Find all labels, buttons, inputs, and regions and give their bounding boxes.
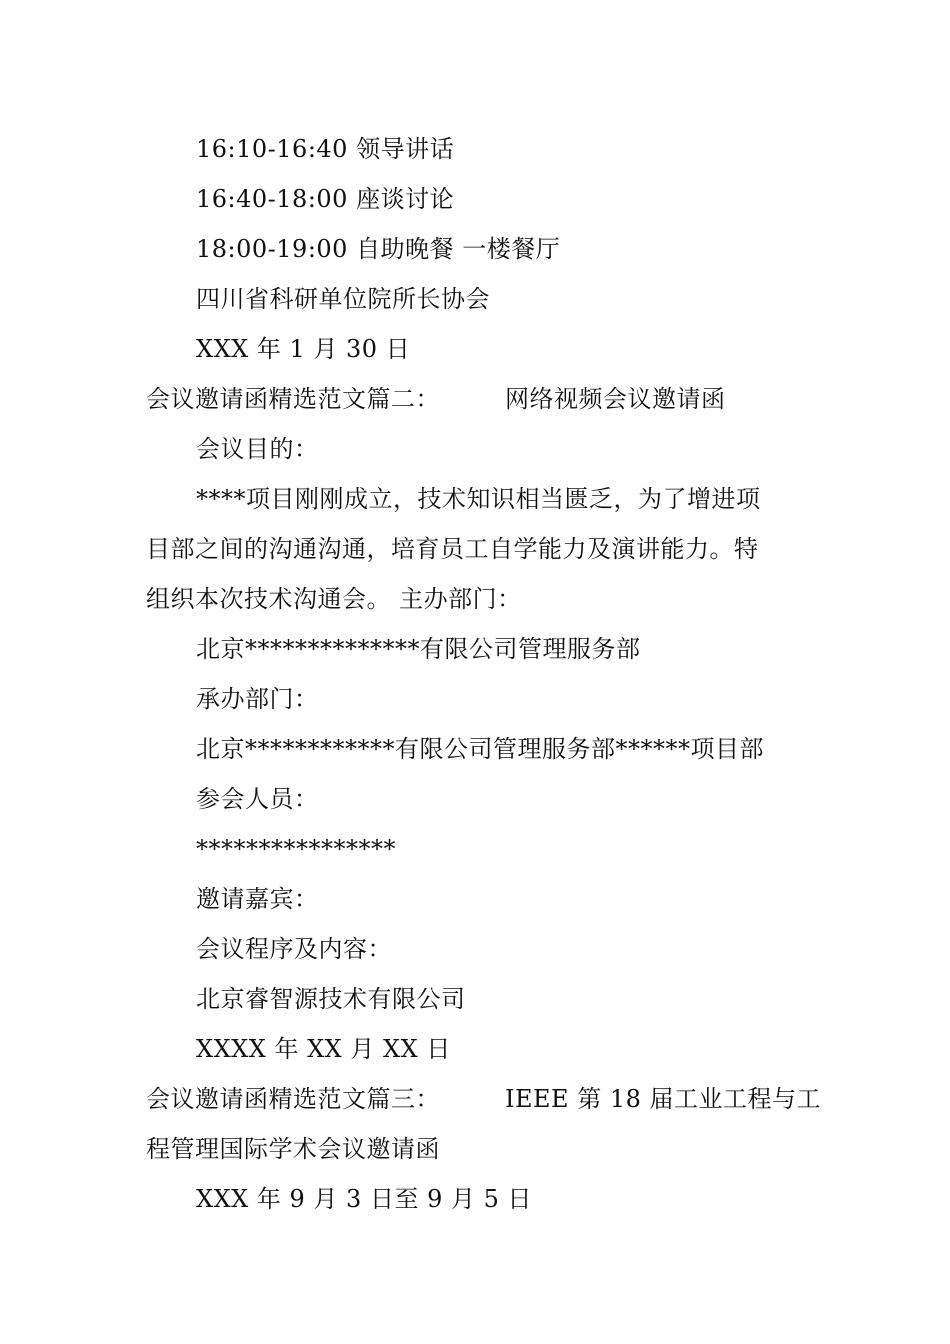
section-heading-three: 会议邀请函精选范文篇三： IEEE 第 18 届工业工程与工 xyxy=(146,1085,821,1113)
meeting-purpose-label: 会议目的： xyxy=(196,435,319,463)
section-heading-three-continued: 程管理国际学术会议邀请函 xyxy=(146,1135,440,1163)
organizer-label: 承办部门： xyxy=(196,685,319,713)
signature-date: XXXX 年 XX 月 XX 日 xyxy=(196,1035,451,1063)
paragraph-line: 目部之间的沟通沟通，培育员工自学能力及演讲能力。特 xyxy=(146,535,759,563)
signature-date: XXX 年 1 月 30 日 xyxy=(196,335,411,363)
company-signature: 北京睿智源技术有限公司 xyxy=(196,985,466,1013)
paragraph-line: 组织本次技术沟通会。 主办部门： xyxy=(146,585,522,613)
paragraph-line: ****项目刚刚成立，技术知识相当匮乏，为了增进项 xyxy=(196,485,761,513)
schedule-line-dinner: 18:00-19:00 自助晚餐 一楼餐厅 xyxy=(196,235,561,263)
host-department: 北京**************有限公司管理服务部 xyxy=(196,635,641,663)
guests-label: 邀请嘉宾： xyxy=(196,885,319,913)
section-heading-two: 会议邀请函精选范文篇二： 网络视频会议邀请函 xyxy=(146,385,726,413)
attendees-value: **************** xyxy=(196,835,396,863)
attendees-label: 参会人员： xyxy=(196,785,319,813)
schedule-line-speech: 16:10-16:40 领导讲话 xyxy=(196,135,455,163)
conference-dates: XXX 年 9 月 3 日至 9 月 5 日 xyxy=(196,1185,532,1213)
organizer-department: 北京************有限公司管理服务部******项目部 xyxy=(196,735,764,763)
organizer-signature: 四川省科研单位院所长协会 xyxy=(196,285,490,313)
program-label: 会议程序及内容： xyxy=(196,935,392,963)
schedule-line-discussion: 16:40-18:00 座谈讨论 xyxy=(196,185,455,213)
